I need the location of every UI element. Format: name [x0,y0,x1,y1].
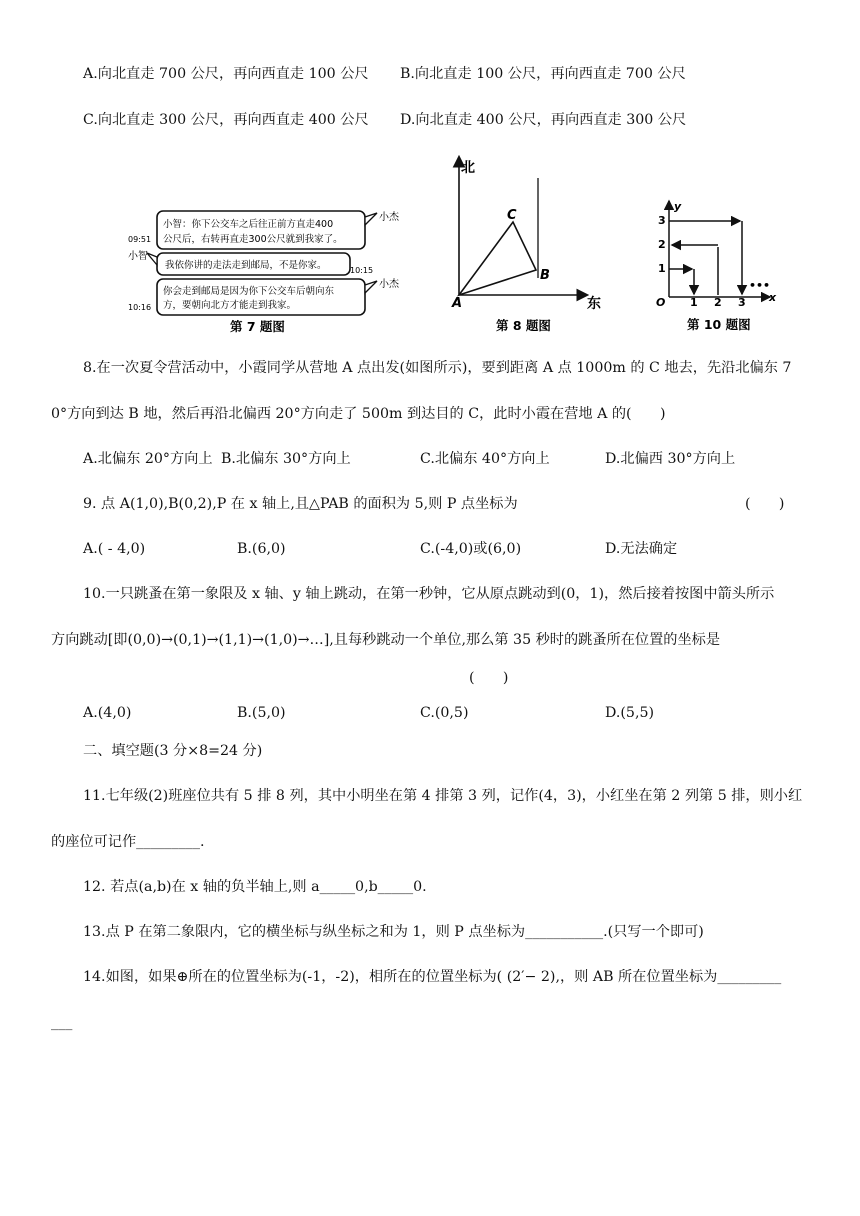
q10-option-d: D.(5,5) [605,705,655,721]
q9-option-a: A.( ‐ 4,0) [83,541,146,557]
speaker-xiaozhi: 小智 [128,251,148,262]
q8-stem-line2: 0°方向到达 B 地，然后再沿北偏西 20°方向走了 500m 到达目的 C，此时小霞在营地 A 的( ) [51,406,666,422]
q10-stem-line1: 10.一只跳蚤在第一象限及 x 轴、y 轴上跳动，在第一秒钟，它从原点跳动到(0，1)，然后接着按图中箭头所示 [83,586,775,602]
y-tick-1: 1 [658,262,666,275]
time-3: 10:16 [128,303,152,312]
q12-stem: 12. 若点(a,b)在 x 轴的负半轴上,则 a_____0,b_____0. [83,879,427,895]
speaker-xiaojie-1: 小杰 [379,212,399,223]
q9-answer-paren: ( ) [745,496,785,512]
y-tick-2: 2 [658,238,666,251]
q7-option-b: B.向北直走 100 公尺，再向西直走 700 公尺 [400,66,686,82]
q11-stem-line2: 的座位可记作_________. [51,834,205,850]
bubble3-line2: 方，要朝向北方才能走到我家。 [163,300,297,311]
east-label: 东 [587,296,601,312]
q7-option-d: D.向北直走 400 公尺，再向西直走 300 公尺 [400,112,687,128]
north-label: 北 [461,160,475,176]
triangle-abc [459,222,536,295]
figure-8-diagram [440,150,615,335]
q9-option-d: D.无法确定 [605,541,678,557]
q10-stem-line2: 方向跳动[即(0,0)→(0,1)→(1,1)→(1,0)→…],且每秒跳动一个单位,那么第 35 秒时的跳蚤所在位置的坐标是 [51,632,721,648]
figure-7-caption: 第 7 题图 [230,319,285,334]
section-2-heading: 二、填空题(3 分×8=24 分) [83,743,263,759]
bubble3-line1: 你会走到邮局是因为你下公交车后朝向东 [163,286,335,297]
q10-option-c: C.(0,5) [420,705,469,721]
q8-option-d: D.北偏西 30°方向上 [605,451,736,467]
point-c-label: C [507,208,517,223]
speaker-xiaojie-2: 小杰 [379,279,399,290]
q10-option-b: B.(5,0) [237,705,286,721]
q10-answer-paren: ( ) [469,670,509,686]
q7-option-a: A.向北直走 700 公尺，再向西直走 100 公尺 [83,66,369,82]
q11-stem-line1: 11.七年级(2)班座位共有 5 排 8 列，其中小明坐在第 4 排第 3 列，记作(4，3)，小红坐在第 2 列第 5 排，则小红 [83,788,803,804]
figure-10-diagram [645,196,795,335]
point-a-label: A [452,296,463,311]
q9-option-b: B.(6,0) [237,541,286,557]
q14-stem-line1: 14.如图，如果⊕所在的位置坐标为(-1，-2)，相所在的位置坐标为( (2′− 2),，则 AB 所在位置坐标为_________ [83,969,782,985]
time-1: 09:51 [128,235,152,244]
bubble1-line1: 小智：你下公交车之后往正前方直走400 [163,219,334,230]
q8-stem-line1: 8.在一次夏令营活动中，小霞同学从营地 A 点出发(如图所示)，要到距离 A 点 1000m 的 C 地去，先沿北偏东 7 [83,360,792,376]
bubble2-text: 我依你讲的走法走到邮局，不是你家。 [165,260,327,271]
time-2: 10:15 [350,266,374,275]
x-tick-1: 1 [690,296,698,309]
ellipsis: ••• [749,279,771,292]
x-tick-3: 3 [738,296,746,309]
q7-option-c: C.向北直走 300 公尺，再向西直走 400 公尺 [83,112,369,128]
figure-7-chat [125,205,410,335]
q9-option-c: C.(-4,0)或(6,0) [420,541,522,557]
q8-option-b: B.北偏东 30°方向上 [221,451,351,467]
q9-stem: 9. 点 A(1,0),B(0,2),P 在 x 轴上,且△PAB 的面积为 5,则 P 点坐标为 [83,496,518,512]
q8-option-a: A.北偏东 20°方向上 [83,451,213,467]
x-axis-label: x [769,291,777,304]
y-tick-3: 3 [658,214,666,227]
origin-label: O [656,296,666,309]
y-axis-label: y [674,200,682,213]
figure-8-caption: 第 8 题图 [496,318,551,333]
q13-stem: 13.点 P 在第二象限内，它的横坐标与纵坐标之和为 1，则 P 点坐标为___________.(只写一个即可) [83,924,704,940]
q10-option-a: A.(4,0) [83,705,132,721]
point-b-label: B [540,268,550,283]
figure-10-caption: 第 10 题图 [687,317,751,332]
bubble1-line2: 公尺后，右转再直走300公尺就到我家了。 [163,234,343,245]
q8-option-c: C.北偏东 40°方向上 [420,451,550,467]
q14-stem-line2: ___ [51,1015,73,1031]
x-tick-2: 2 [714,296,722,309]
